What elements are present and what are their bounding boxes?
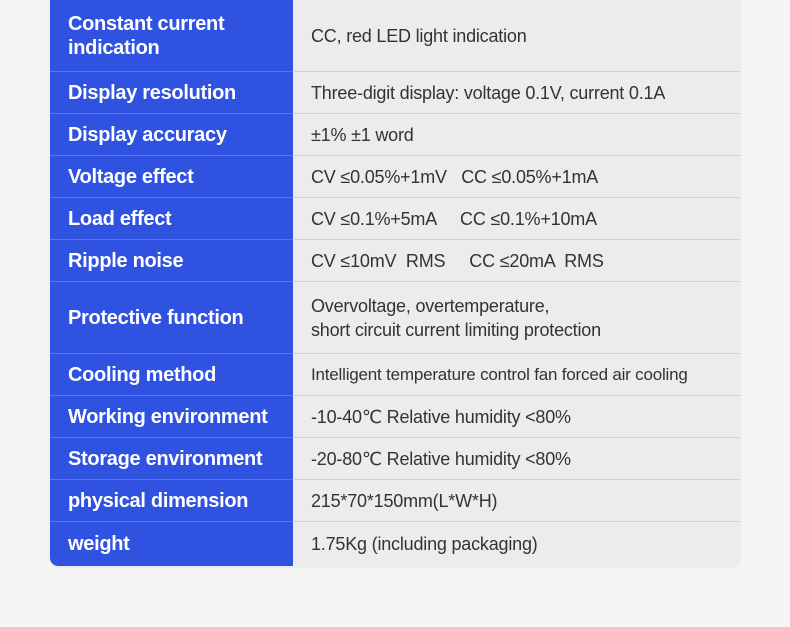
spec-label: Cooling method <box>50 354 293 396</box>
spec-label: physical dimension <box>50 480 293 522</box>
spec-value: CV ≤0.1%+5mA CC ≤0.1%+10mA <box>293 198 740 240</box>
spec-label: Storage environment <box>50 438 293 480</box>
spec-value: CV ≤0.05%+1mV CC ≤0.05%+1mA <box>293 156 740 198</box>
spec-value: -20-80℃ Relative humidity <80% <box>293 438 740 480</box>
spec-label: Display accuracy <box>50 114 293 156</box>
spec-row-working-environment <box>50 396 740 438</box>
spec-label: Working environment <box>50 396 293 438</box>
spec-row-weight <box>50 522 740 566</box>
spec-row-load-effect <box>50 198 740 240</box>
spec-row-display-accuracy <box>50 114 740 156</box>
spec-row-cooling-method <box>50 354 740 396</box>
spec-row-constant-current <box>50 0 740 72</box>
spec-value: 1.75Kg (including packaging) <box>293 522 740 566</box>
spec-value: CC, red LED light indication <box>293 0 740 72</box>
spec-value: Intelligent temperature control fan forced air cooling <box>293 354 740 396</box>
spec-value: -10-40℃ Relative humidity <80% <box>293 396 740 438</box>
spec-row-ripple-noise <box>50 240 740 282</box>
spec-row-physical-dimension <box>50 480 740 522</box>
spec-value: 215*70*150mm(L*W*H) <box>293 480 740 522</box>
spec-label: Ripple noise <box>50 240 293 282</box>
spec-label: Protective function <box>50 282 293 354</box>
spec-label: Load effect <box>50 198 293 240</box>
spec-label: Display resolution <box>50 72 293 114</box>
spec-row-protective-function <box>50 282 740 354</box>
spec-row-display-resolution <box>50 72 740 114</box>
spec-value: ±1% ±1 word <box>293 114 740 156</box>
spec-label: weight <box>50 522 293 566</box>
spec-row-voltage-effect <box>50 156 740 198</box>
spec-table <box>50 0 740 566</box>
spec-label: Constant current indication <box>50 0 293 72</box>
spec-value: Overvoltage, overtemperature, short circuit current limiting protection <box>293 282 740 354</box>
spec-value: Three-digit display: voltage 0.1V, current 0.1A <box>293 72 740 114</box>
spec-row-storage-environment <box>50 438 740 480</box>
spec-value: CV ≤10mV RMS CC ≤20mA RMS <box>293 240 740 282</box>
spec-label: Voltage effect <box>50 156 293 198</box>
